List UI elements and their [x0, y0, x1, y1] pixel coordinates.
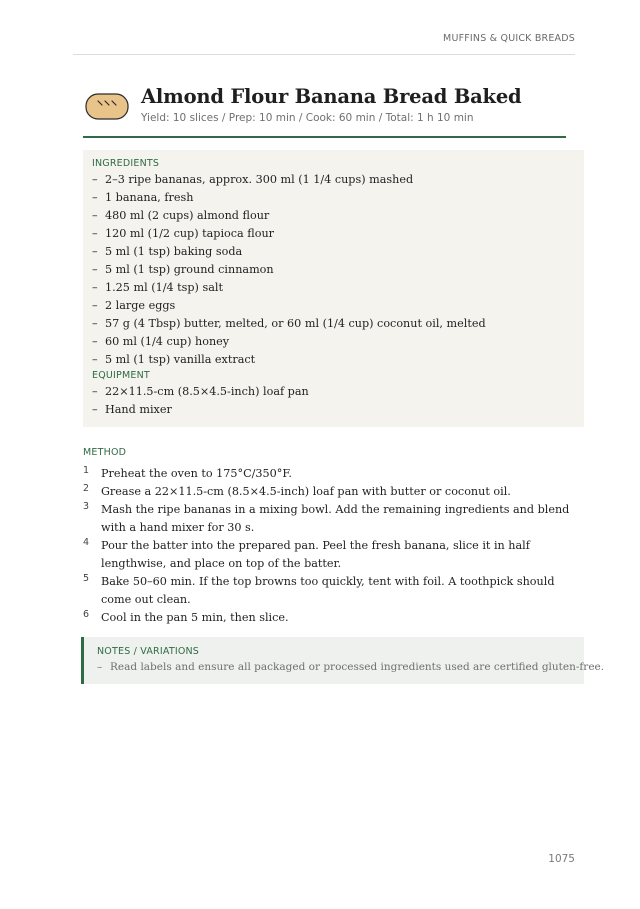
- step-number: 2: [83, 483, 90, 494]
- list-dash: –: [92, 227, 98, 240]
- method-step: [83, 501, 573, 537]
- ingredient-item-text: 1 banana, fresh: [105, 191, 194, 204]
- ingredient-item-text: 57 g (4 Tbsp) butter, melted, or 60 ml (1/4 cup) coconut oil, melted: [105, 317, 486, 330]
- ingredients-list: [92, 171, 486, 369]
- ingredient-item-text: 5 ml (1 tsp) ground cinnamon: [105, 263, 274, 276]
- step-number: 1: [83, 465, 90, 476]
- step-text: Grease a 22×11.5-cm (8.5×4.5-inch) loaf pan with butter or coconut oil.: [101, 485, 511, 498]
- ingredient-item: [92, 315, 486, 333]
- notes-list: [97, 659, 604, 676]
- ingredient-item-text: 2 large eggs: [105, 299, 176, 312]
- list-dash: –: [92, 335, 98, 348]
- ingredient-item: [92, 225, 486, 243]
- recipe-title: Almond Flour Banana Bread Baked: [141, 85, 522, 108]
- list-dash: –: [92, 403, 98, 416]
- list-dash: –: [92, 299, 98, 312]
- ingredient-item: [92, 351, 486, 369]
- equipment-item-text: 22×11.5-cm (8.5×4.5-inch) loaf pan: [105, 385, 309, 398]
- bread-loaf-icon: [85, 93, 129, 120]
- top-divider: [73, 54, 575, 55]
- equipment-heading: EQUIPMENT: [92, 370, 150, 381]
- list-dash: –: [97, 661, 103, 673]
- ingredient-item-text: 5 ml (1 tsp) vanilla extract: [105, 353, 256, 366]
- step-number: 3: [83, 501, 90, 512]
- ingredient-item: [92, 333, 486, 351]
- step-text: Bake 50–60 min. If the top browns too quickly, tent with foil. A toothpick should come out clean.: [101, 575, 555, 606]
- step-text: Mash the ripe bananas in a mixing bowl. Add the remaining ingredients and blend with a hand mixer for 30 s.: [101, 503, 570, 534]
- list-dash: –: [92, 353, 98, 366]
- step-text: Preheat the oven to 175°C/350°F.: [101, 467, 292, 480]
- ingredient-item-text: 480 ml (2 cups) almond flour: [105, 209, 270, 222]
- list-dash: –: [92, 245, 98, 258]
- ingredient-item: [92, 261, 486, 279]
- ingredient-item-text: 120 ml (1/2 cup) tapioca flour: [105, 227, 275, 240]
- list-dash: –: [92, 263, 98, 276]
- list-dash: –: [92, 209, 98, 222]
- ingredient-item-text: 2–3 ripe bananas, approx. 300 ml (1 1/4 cups) mashed: [105, 173, 414, 186]
- ingredient-item-text: 60 ml (1/4 cup) honey: [105, 335, 230, 348]
- list-dash: –: [92, 191, 98, 204]
- method-steps: [83, 465, 573, 627]
- running-head: MUFFINS & QUICK BREADS: [443, 33, 575, 44]
- ingredients-heading: INGREDIENTS: [92, 158, 160, 169]
- ingredient-item-text: 1.25 ml (1/4 tsp) salt: [105, 281, 223, 294]
- list-dash: –: [92, 173, 98, 186]
- notes-heading: NOTES / VARIATIONS: [97, 646, 200, 657]
- method-step: [83, 465, 573, 483]
- list-dash: –: [92, 385, 98, 398]
- notes-panel: [81, 637, 605, 684]
- ingredients-panel: [83, 150, 584, 427]
- step-number: 5: [83, 573, 90, 584]
- step-number: 4: [83, 537, 90, 548]
- equipment-item: [92, 383, 309, 401]
- title-divider: [83, 136, 566, 138]
- ingredient-item: [92, 207, 486, 225]
- ingredient-item-text: 5 ml (1 tsp) baking soda: [105, 245, 243, 258]
- list-dash: –: [92, 281, 98, 294]
- step-text: Cool in the pan 5 min, then slice.: [101, 611, 289, 624]
- ingredient-item: [92, 297, 486, 315]
- equipment-item: [92, 401, 309, 419]
- method-step: [83, 483, 573, 501]
- step-number: 6: [83, 609, 90, 620]
- method-step: [83, 609, 573, 627]
- step-text: Pour the batter into the prepared pan. Peel the fresh banana, slice it in half lengthwise, and place on top of the batter.: [101, 539, 530, 570]
- page-number: 1075: [548, 853, 575, 865]
- equipment-item-text: Hand mixer: [105, 403, 172, 416]
- ingredient-item: [92, 189, 486, 207]
- recipe-meta: Yield: 10 slices / Prep: 10 min / Cook: 60 min / Total: 1 h 10 min: [141, 112, 474, 124]
- method-step: [83, 537, 573, 573]
- note-item: [97, 659, 604, 676]
- ingredient-item: [92, 171, 486, 189]
- note-item-text: Read labels and ensure all packaged or processed ingredients used are certified gluten-free.: [110, 661, 605, 673]
- list-dash: –: [92, 317, 98, 330]
- ingredient-item: [92, 243, 486, 261]
- ingredient-item: [92, 279, 486, 297]
- method-step: [83, 573, 573, 609]
- equipment-list: [92, 383, 309, 419]
- method-heading: METHOD: [83, 447, 127, 458]
